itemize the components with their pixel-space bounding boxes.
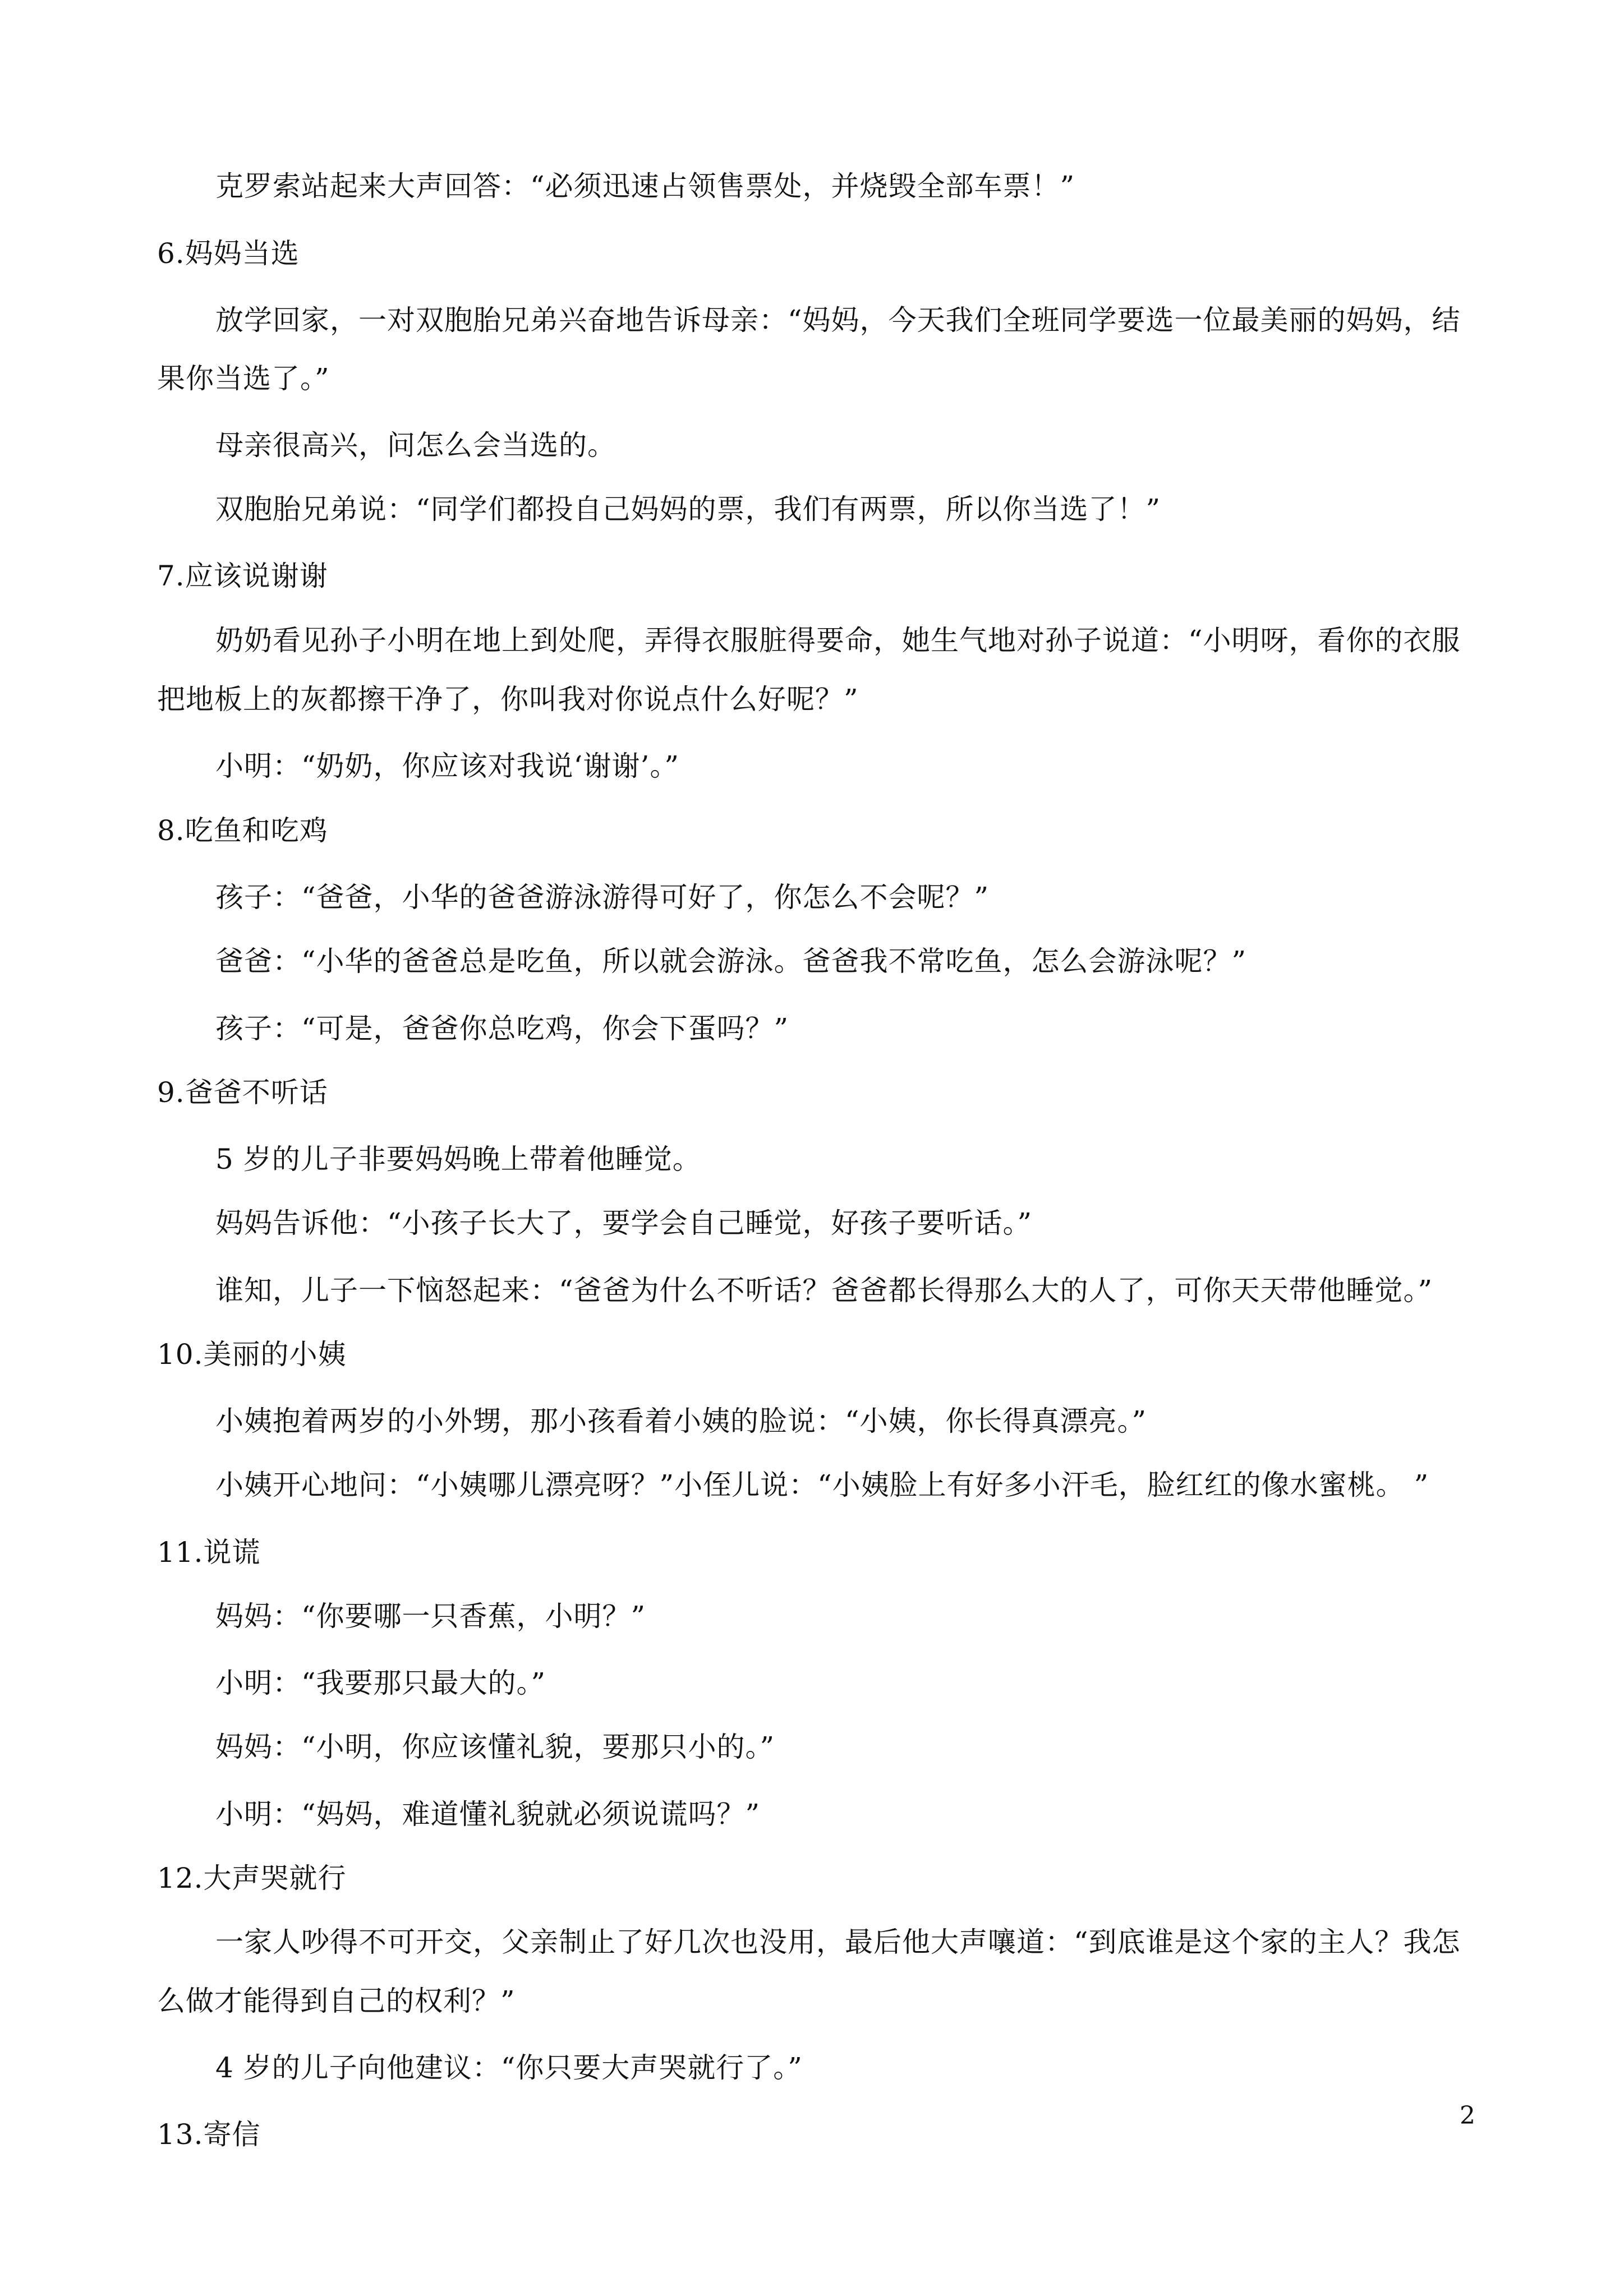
line-06: 双胞胎兄弟说：“同学们都投自己妈妈的票，我们有两票，所以你当选了！” [215,493,1161,525]
line-20: 小姨抱着两岁的小外甥，那小孩看着小姨的脸说：“小姨，你长得真漂亮。” [215,1405,1147,1437]
line-18: 谁知，儿子一下恼怒起来：“爸爸为什么不听话？爸爸都长得那么大的人了，可你天天带他睡觉。” [215,1274,1433,1307]
line-08: 奶奶看见孙子小明在地上到处爬，弄得衣服脏得要命，她生气地对孙子说道：“小明呀，看你的衣服 [215,624,1461,657]
line-26: 小明：“妈妈，难道懂礼貌就必须说谎吗？” [215,1798,761,1831]
line-11-heading: 8.吃鱼和吃鸡 [157,814,328,847]
line-22-heading: 11.说谎 [157,1536,261,1569]
line-17: 妈妈告诉他：“小孩子长大了，要学会自己睡觉，好孩子要听话。” [215,1207,1033,1239]
line-31-heading: 13.寄信 [157,2118,261,2151]
line-23: 妈妈：“你要哪一只香蕉，小明？” [215,1600,646,1633]
line-04: 果你当选了。” [157,362,330,395]
line-24: 小明：“我要那只最大的。” [215,1667,546,1699]
line-05: 母亲很高兴，问怎么会当选的。 [215,429,616,462]
line-07-heading: 7.应该说谢谢 [157,560,328,592]
page-number: 2 [1460,2101,1475,2130]
line-12: 孩子：“爸爸，小华的爸爸游泳游得可好了，你怎么不会呢？” [215,881,990,914]
line-25: 妈妈：“小明，你应该懂礼貌，要那只小的。” [215,1731,775,1763]
line-15-heading: 9.爸爸不听话 [157,1076,328,1109]
line-27-heading: 12.大声哭就行 [157,1862,347,1894]
line-10: 小明：“奶奶，你应该对我说‘谢谢’。” [215,750,679,782]
line-13: 爸爸：“小华的爸爸总是吃鱼，所以就会游泳。爸爸我不常吃鱼，怎么会游泳呢？” [215,945,1247,978]
line-02-heading: 6.妈妈当选 [157,237,300,270]
line-01: 克罗索站起来大声回答：“必须迅速占领售票处，并烧毁全部车票！” [215,170,1075,202]
line-29: 么做才能得到自己的权利？” [157,1985,516,2017]
line-14: 孩子：“可是，爸爸你总吃鸡，你会下蛋吗？” [215,1012,789,1045]
line-21: 小姨开心地问：“小姨哪儿漂亮呀？”小侄儿说：“小姨脸上有好多小汗毛，脸红红的像水蜜桃。 ” [215,1469,1429,1501]
line-16: 5 岁的儿子非要妈妈晚上带着他睡觉。 [215,1143,701,1175]
line-19-heading: 10.美丽的小姨 [157,1338,347,1371]
line-09: 把地板上的灰都擦干净了，你叫我对你说点什么好呢？” [157,683,859,716]
line-30: 4 岁的儿子向他建议：“你只要大声哭就行了。” [215,2051,803,2084]
line-28: 一家人吵得不可开交，父亲制止了好几次也没用，最后他大声嚷道：“到底谁是这个家的主人？我怎 [215,1926,1461,1958]
line-03: 放学回家，一对双胞胎兄弟兴奋地告诉母亲：“妈妈，今天我们全班同学要选一位最美丽的妈妈，结 [215,304,1461,336]
